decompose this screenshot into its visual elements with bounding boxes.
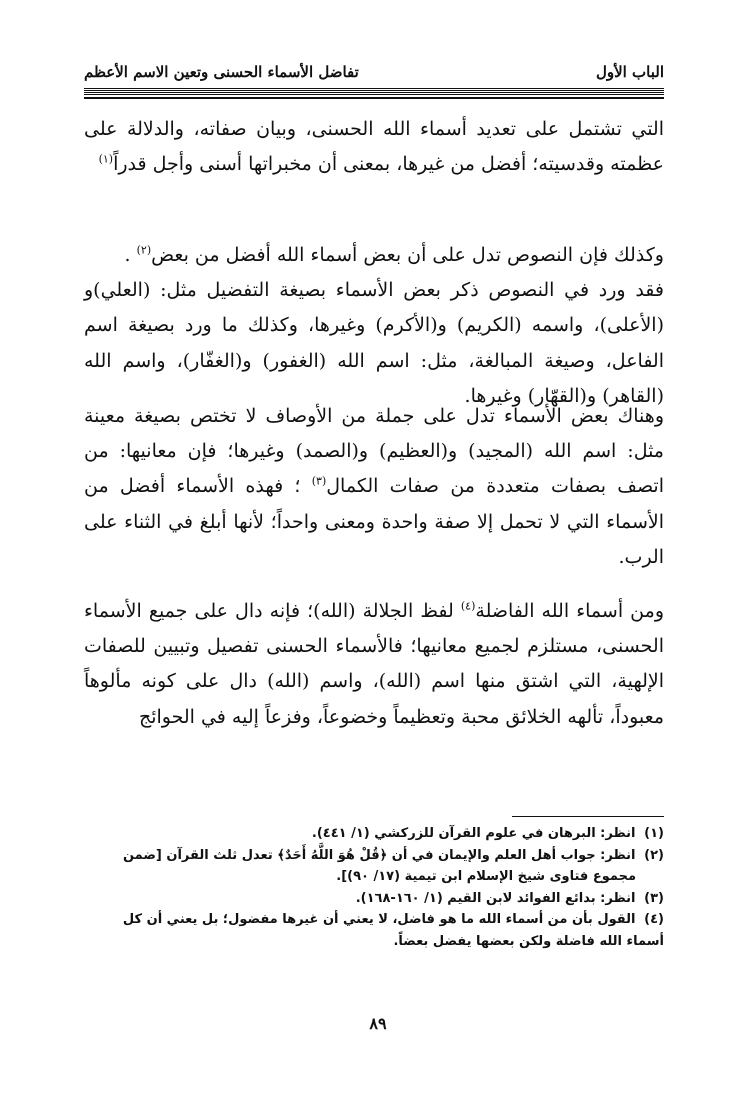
footnote-ref-3: (٣) [311,475,327,489]
footnote-separator [512,816,664,817]
chapter-label: الباب الأول [595,63,664,81]
header-rule-thin [84,97,664,99]
paragraph-4: ومن أسماء الله الفاضلة$^{(٤)}$ لفظ الجلالة (الله)؛ فإنه دال على جميع الأسماء الحسنى، مستلزم لجميع معانيها؛ فالأسماء الحسنى تفصيل وتبيين للصفات الإلهية، التي اشتق منها اسم (الله)، واسم (الله) دال على كونه مألوهاً معبوداً، تألهه الخلائق محبة وتعظيماً وخضوعاً، وفزعاً إليه في الحوائج [84,599,664,728]
footnote-2 [84,845,664,867]
footnote-2-continuation: مجموع فتاوى شيخ الإسلام ابن تيمية (١٧/ ٩٠)]. [336,869,636,884]
footnote-ref-4: (٤) [460,599,476,613]
footnotes [84,823,664,952]
footnote-text: القول بأن من أسماء الله ما هو فاضل، لا يعني أن غيرها مفضول؛ بل يعني أن كل [122,912,636,927]
footnote-1 [84,823,664,845]
header-rule-thick [84,88,664,95]
footnote-4 [84,909,664,931]
footnote-4-continuation: أسماء الله فاضلة ولكن بعضها يفضل بعضاً. [393,933,664,949]
body-text [84,112,664,770]
footnote-ref-1: (١) [98,152,114,166]
page-number: ٨٩ [369,1014,387,1033]
footnote-number: (٤) [644,912,664,927]
footnote-number: (٢) [644,847,664,863]
paragraph-3: وهناك بعض الأسماء تدل على جملة من الأوصاف لا تختص بصيغة معينة مثل: اسم الله (المجيد) و(العظيم) و(الصمد) وغيرها؛ فإن معانيها: من اتصف بصفات متعددة من صفات الكمال$^{(٣)}$ ؛ فهذه الأسماء أفضل من الأسماء التي لا تحمل إلا صفة واحدة ومعنى واحداً؛ لأنها أبلغ في الثناء على الرب. [84,405,664,568]
footnote-number: (٣) [644,890,664,906]
paragraph-2 [84,238,664,407]
footnote-text: انظر: جواب أهل العلم والإيمان في أن ﴿قُلْ هُوَ اللَّهُ أَحَدٌ﴾ تعدل ثلث القرآن [ضمن [122,847,636,863]
paragraph-2-line-1: وكذلك فإن النصوص تدل على أن بعض أسماء الله أفضل من بعض$^{(٢)}$ . [124,243,664,266]
footnote-3 [84,888,664,910]
footnote-number: (١) [644,826,664,841]
paragraph-2-rest: فقد ورد في النصوص ذكر بعض الأسماء بصيغة التفضيل مثل: (العلي)و (الأعلى)، واسمه (الكريم) و(الأكرم) وغيرها، وكذلك ما ورد بصيغة اسم الفاعل، وصيغة المبالغة، مثل: اسم الله (الغفور) و(الغفّار)، واسم الله (القاهر) و(القهّار) وغيرها. [84,279,664,407]
running-header [84,58,664,86]
header-title: تفاضل الأسماء الحسنى وتعين الاسم الأعظم [84,63,359,81]
footnote-text: انظر: بدائع الفوائد لابن القيم (١/ ١٦٠-١٦٨). [355,890,636,906]
footnote-text: انظر: البرهان في علوم القرآن للزركشي (١/ ٤٤١). [311,826,636,841]
paragraph-1: التي تشتمل على تعديد أسماء الله الحسنى، وبيان صفاته، والدلالة على عظمته وقدسيته؛ أفضل من غيرها، بمعنى أن مخبراتها أسنى وأجل قدراً$^{(١)}$ [84,118,664,176]
footnote-ref-2: (٢) [136,243,152,257]
